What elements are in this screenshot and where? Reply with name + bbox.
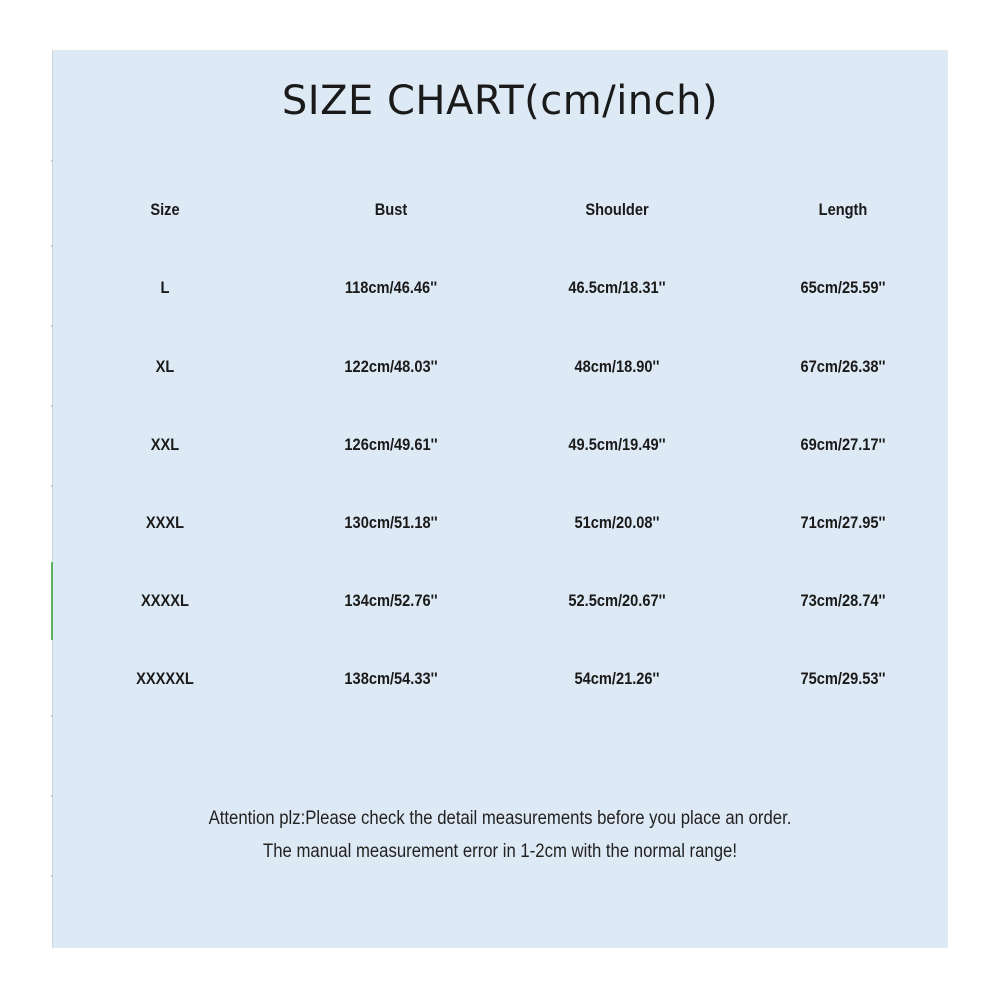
cell-size: XL — [155, 357, 175, 376]
cell-size: XXXL — [145, 513, 185, 532]
cell-shoulder: 48cm/18.90'' — [574, 357, 660, 376]
edge-tick — [51, 485, 53, 487]
cell-size: XXL — [150, 435, 180, 454]
cell-length: 73cm/28.74'' — [800, 591, 886, 610]
chart-title: SIZE CHART(cm/inch) — [281, 78, 719, 124]
edge-tick — [51, 325, 53, 327]
attention-note: Attention plz:Please check the detail measurements before you place an order. — [208, 808, 792, 829]
cell-bust: 118cm/46.46'' — [344, 278, 438, 297]
edge-tick — [51, 715, 53, 717]
cell-length: 67cm/26.38'' — [800, 357, 886, 376]
cell-bust: 130cm/51.18'' — [344, 513, 438, 532]
edge-tick — [51, 795, 53, 797]
measurement-error-note: The manual measurement error in 1-2cm with the normal range! — [263, 841, 737, 862]
cell-shoulder: 46.5cm/18.31'' — [568, 278, 666, 297]
header-size: Size — [150, 200, 180, 219]
cell-shoulder: 49.5cm/19.49'' — [568, 435, 666, 454]
cell-bust: 134cm/52.76'' — [344, 591, 438, 610]
cell-shoulder: 51cm/20.08'' — [574, 513, 660, 532]
edge-tick — [51, 875, 53, 877]
edge-tick — [51, 405, 53, 407]
cell-length: 65cm/25.59'' — [800, 278, 886, 297]
cell-length: 75cm/29.53'' — [800, 669, 886, 688]
header-bust: Bust — [374, 200, 408, 219]
cell-size: L — [160, 278, 170, 297]
cell-bust: 122cm/48.03'' — [344, 357, 438, 376]
cell-bust: 126cm/49.61'' — [344, 435, 438, 454]
cell-bust: 138cm/54.33'' — [344, 669, 438, 688]
cell-size: XXXXL — [141, 591, 189, 610]
cell-size: XXXXXL — [136, 669, 194, 688]
edge-accent-bar — [51, 562, 53, 640]
edge-tick — [51, 245, 53, 247]
edge-tick — [51, 160, 53, 162]
cell-length: 69cm/27.17'' — [800, 435, 886, 454]
cell-shoulder: 52.5cm/20.67'' — [568, 591, 666, 610]
cell-length: 71cm/27.95'' — [800, 513, 886, 532]
header-shoulder: Shoulder — [585, 200, 649, 219]
header-length: Length — [818, 200, 868, 219]
cell-shoulder: 54cm/21.26'' — [574, 669, 660, 688]
